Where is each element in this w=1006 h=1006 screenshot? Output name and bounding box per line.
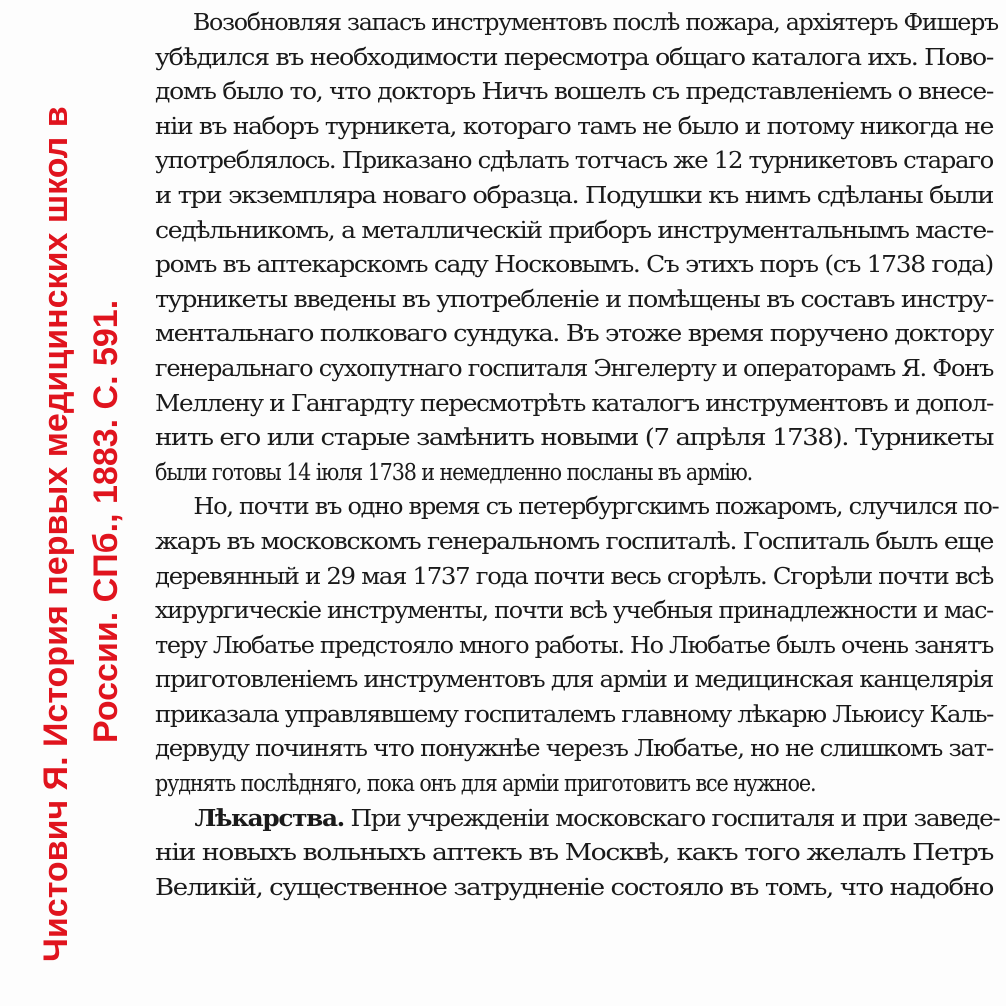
- text-line: руднять послѣдняго, пока онъ для арміи приготовитъ все нужное.: [155, 771, 816, 798]
- text-line: турникеты введены въ употребленіе и помѣщены въ составъ инстру-: [155, 286, 994, 313]
- text-line: теру Любатье предстояло много работы. Но Любатье былъ очень занятъ: [155, 632, 994, 659]
- text-line: Возобновляя запасъ инструментовъ послѣ пожара, архіятеръ Фишеръ: [192, 10, 998, 36]
- text-line: употреблялось. Приказано сдѣлать тотчасъ же 12 турникетовъ стараго: [155, 148, 993, 175]
- text-line: дервуду починять что понужнѣе черезъ Любатье, но не слишкомъ зат-: [155, 736, 993, 763]
- text-line: и три экземпляра новаго образца. Подушки къ нимъ сдѣланы были: [155, 182, 993, 209]
- text-line: седѣльникомъ, а металлическій приборъ инструментальнымъ масте-: [155, 217, 993, 244]
- text-line: приказала управлявшему госпиталемъ главному лѣкарю Льюису Каль-: [155, 701, 994, 728]
- section-heading: Лѣкарства.: [194, 804, 344, 832]
- text-line: генеральнаго сухопутнаго госпиталя Энгелерту и операторамъ Я. Фонъ: [155, 355, 993, 382]
- citation-caption: [0, 0, 140, 1006]
- text-line: Великій, существенное затрудненіе состояло въ томъ, что надобно: [155, 874, 994, 901]
- text-line: убѣдился въ необходимости пересмотра общаго каталога ихъ. Пово-: [155, 44, 993, 71]
- text-span: При учрежденіи московскаго госпиталя и при заведе-: [350, 805, 1000, 832]
- caption-line-2: России. СПб., 1883. С. 591.: [87, 299, 125, 743]
- text-line: [155, 802, 1006, 837]
- book-text: [155, 6, 1000, 905]
- text-line: Меллену и Гангардту пересмотрѣть каталогъ инструментовъ и допол-: [155, 390, 994, 417]
- text-line: ніи новыхъ вольныхъ аптекъ въ Москвѣ, какъ того желалъ Петръ: [155, 840, 993, 867]
- text-line: ментальнаго полковаго сундука. Въ этоже время поручено доктору: [155, 321, 994, 348]
- text-line: Но, почти въ одно время съ петербургскимъ пожаромъ, случился по-: [193, 494, 999, 521]
- text-line: домъ было то, что докторъ Ничъ вошелъ съ представленіемъ о внесе-: [155, 79, 994, 106]
- text-line: нить его или старые замѣнить новыми (7 апрѣля 1738). Турникеты: [155, 425, 993, 452]
- text-line: ніи въ наборъ турникета, котораго тамъ не было и потому никогда не: [155, 113, 994, 140]
- text-line: были готовы 14 іюля 1738 и немедленно посланы въ армію.: [155, 459, 753, 486]
- text-line: хирургическіе инструменты, почти всѣ учебныя принадлежности и мас-: [155, 598, 993, 625]
- caption-line-1: Чистович Я. История первых медицинских школ в: [37, 106, 75, 962]
- text-line: жаръ въ московскомъ генеральномъ госпиталѣ. Госпиталь былъ еще: [155, 528, 994, 555]
- text-line: деревянный и 29 мая 1737 года почти весь сгорѣлъ. Сгорѣли почти всѣ: [155, 563, 994, 590]
- text-line: приготовленіемъ инструментовъ для арміи и медицинская канцелярія: [155, 667, 993, 694]
- text-line: ромъ въ аптекарскомъ саду Носковымъ. Съ этихъ поръ (съ 1738 года): [155, 252, 993, 279]
